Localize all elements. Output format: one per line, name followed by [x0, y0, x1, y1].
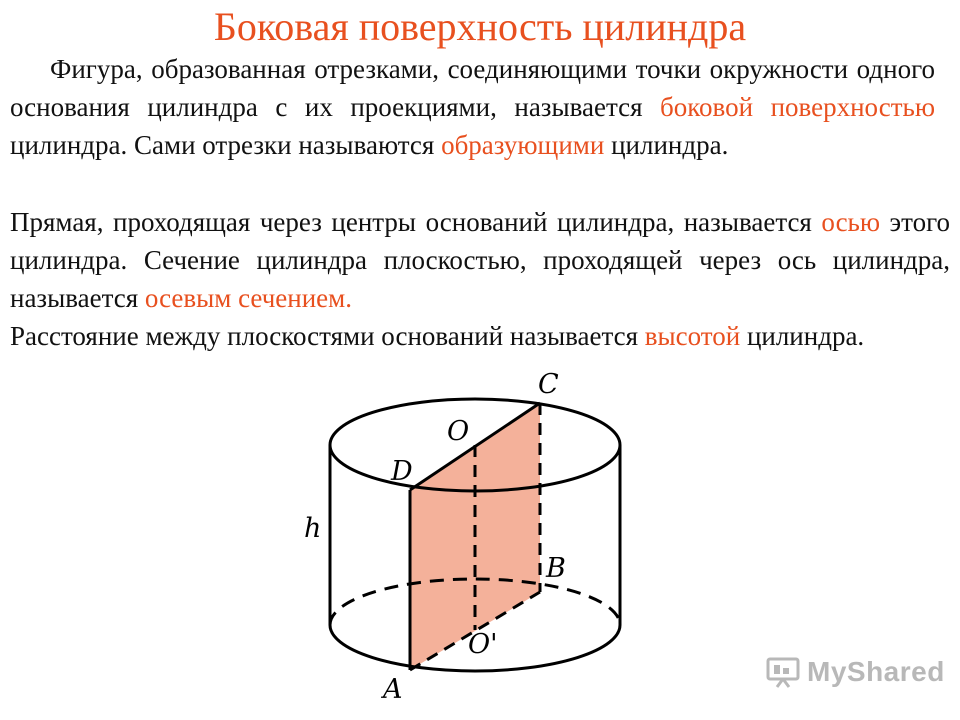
label-C: C	[538, 369, 559, 400]
paragraph-height: Расстояние между плоскостями оснований называется высотой цилиндра.	[10, 321, 865, 351]
presentation-board-icon	[765, 656, 801, 688]
paragraph-lateral-surface: Фигура, образованная отрезками, соединяющими точки окружности одного основания цилиндра с их проекциями, называется боковой поверхностью цилиндра. Сами отрезки называются образующими цилиндра.	[10, 54, 935, 160]
watermark	[765, 653, 945, 691]
label-h: h	[304, 513, 322, 544]
term-generatrices: образующими	[441, 130, 605, 160]
term-lateral-surface: боковой поверхностью	[660, 92, 935, 122]
term-height: высотой	[644, 321, 741, 351]
label-A: A	[383, 674, 403, 705]
paragraph-axis: Прямая, проходящая через центры оснований цилиндра, называется осью этого цилиндра. Сечение цилиндра плоскостью, проходящей через ось цилиндра, называется осевым сечением.	[10, 207, 950, 313]
cylinder-diagram	[290, 365, 640, 715]
label-O: O	[447, 416, 470, 447]
term-axial-section: осевым сечением.	[144, 283, 352, 313]
page-title: Боковая поверхность цилиндра	[213, 4, 747, 49]
watermark-text: MyShared	[807, 656, 945, 687]
term-axis: осью	[821, 207, 881, 237]
label-O-prime: O'	[468, 629, 498, 660]
label-D: D	[391, 456, 413, 487]
label-B: B	[546, 553, 566, 584]
